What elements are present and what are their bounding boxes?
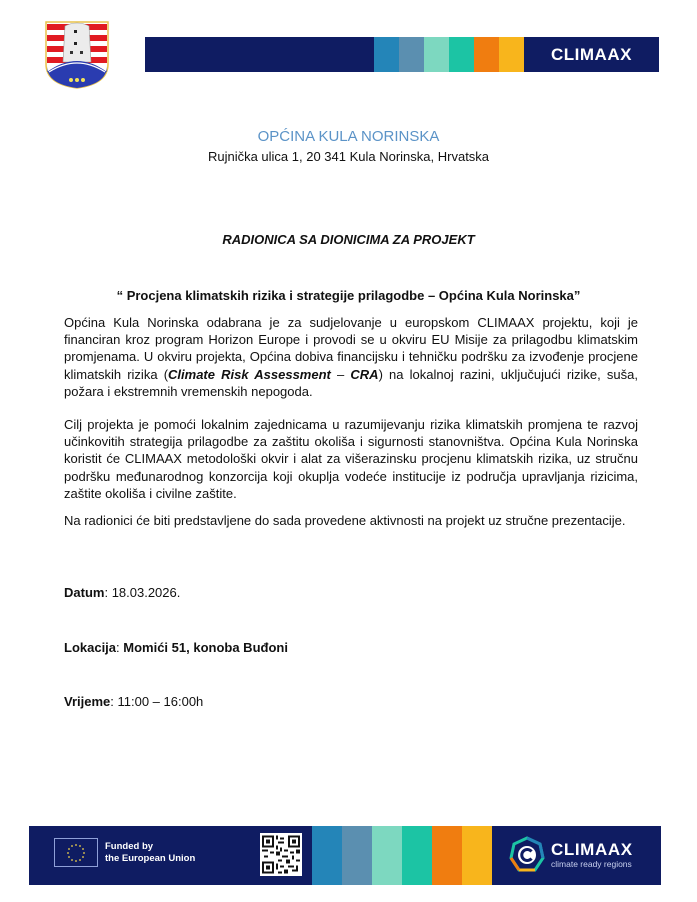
funded-by-text	[105, 841, 195, 865]
paragraph-dash: –	[330, 366, 351, 382]
goal-paragraph: Cilj projekta je pomoći lokalnim zajednicama u razumijevanju rizika klimatskih promjena te razvoj učinkovitih strategija prilagodbe za zaštitu okoliša i sigurnosti stanovništva. Općina Kula Norinska koristit će CLIMAAX metodološki okvir i alat za višerazinsku procjenu klimatskih rizika, uz stručnu podršku međunarodnog konzorcija koji okuplja vodeće institucije iz područja upravljanja rizicima, zaštite okoliša i civilne zaštite.	[64, 417, 638, 501]
event-time: Vrijeme: 11:00 – 16:00h	[64, 694, 204, 709]
funded-line-1: Funded by	[105, 840, 154, 852]
location-label: Lokacija	[64, 640, 117, 655]
color-band	[312, 826, 342, 885]
municipality-name: OPĆINA KULA NORINSKA	[257, 128, 440, 145]
color-band	[399, 37, 424, 72]
funded-line-2: the European Union	[105, 852, 196, 864]
climaax-wordmark: CLIMAAX	[551, 44, 632, 64]
event-date: Datum: 18.03.2026.	[64, 585, 181, 600]
cra-abbreviation: CRA	[350, 366, 379, 382]
document-title: RADIONICA SA DIONICIMA ZA PROJEKT	[222, 232, 475, 247]
color-band	[342, 826, 372, 885]
eu-funding-badge	[54, 838, 195, 867]
climaax-hexagon-icon	[509, 836, 545, 874]
climaax-footer-wordmark: CLIMAAX	[551, 840, 633, 859]
paragraph-text: Općina Kula Norinska odabrana je za sudjelovanje u europskom CLIMAAX projektu, koji je financiran kroz program Horizon Europe i provodi se u okviru EU Misije za prilagodbu klimatskim promjenama. U okviru projekta, Općina dobiva financijsku i tehničku podršku za izvođenje procjene klimatskih rizika (	[64, 315, 638, 382]
municipality-address: Rujnička ulica 1, 20 341 Kula Norinska, Hrvatska	[207, 149, 490, 164]
color-band	[374, 37, 399, 72]
color-band	[424, 37, 449, 72]
color-band	[462, 826, 492, 885]
municipal-coat-of-arms-icon	[43, 20, 111, 90]
date-label: Datum	[64, 585, 105, 600]
climaax-tagline: climate ready regions	[551, 859, 632, 869]
document-subtitle: “ Procjena klimatskih rizika i strategije prilagodbe – Općina Kula Norinska”	[116, 288, 581, 303]
time-value: 11:00 – 16:00h	[117, 694, 204, 709]
footer-color-bands	[312, 826, 492, 885]
banner-navy-block	[145, 37, 374, 72]
color-band	[499, 37, 524, 72]
date-value: 18.03.2026.	[111, 585, 181, 600]
color-band	[432, 826, 462, 885]
intro-paragraph	[64, 314, 638, 400]
footer-banner	[29, 826, 661, 885]
color-band	[402, 826, 432, 885]
time-label: Vrijeme	[64, 694, 111, 709]
qr-code-icon[interactable]	[260, 833, 302, 876]
location-value: Momići 51, konoba Buđoni	[123, 640, 288, 655]
color-band	[474, 37, 499, 72]
color-band	[449, 37, 474, 72]
eu-flag-icon	[54, 838, 98, 867]
climaax-logo	[509, 836, 633, 874]
workshop-paragraph: Na radionici će biti predstavljene do sada provedene aktivnosti na projekt uz stručne prezentacije.	[64, 513, 626, 528]
color-band	[372, 826, 402, 885]
banner-color-bands	[374, 37, 524, 72]
event-location: Lokacija: Momići 51, konoba Buđoni	[64, 640, 288, 655]
header-banner	[145, 37, 659, 72]
cra-term: Climate Risk Assessment	[168, 366, 331, 382]
paragraph-text: ) na lokalnoj razini, uključujući rizike, suša, požara i ekstremnih vremenskih nepogoda.	[64, 366, 638, 399]
